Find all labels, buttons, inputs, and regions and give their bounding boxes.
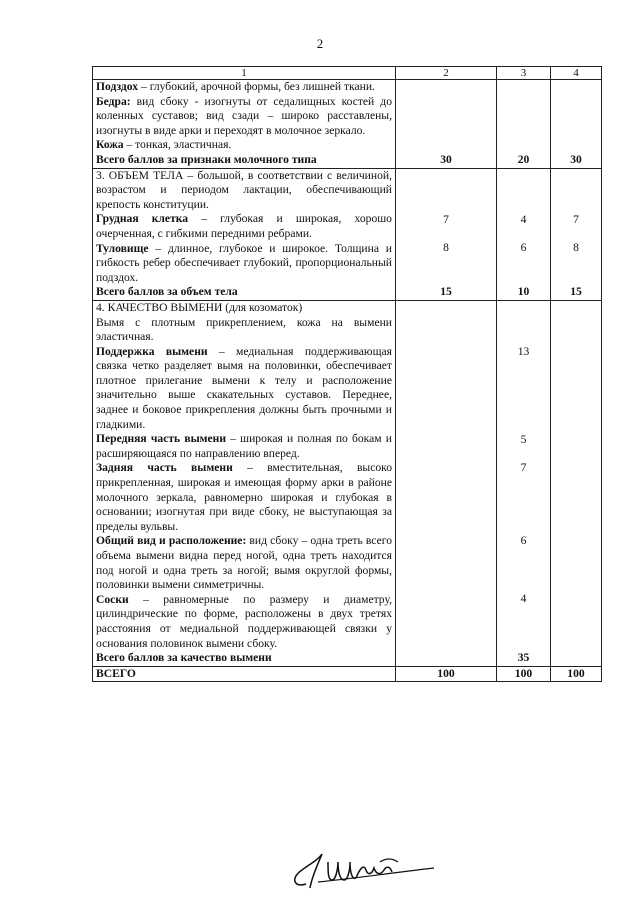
bedra-desc: вид сбоку - изогнуты от седалищных костей до коленных суставов; вид сзади – широко расставлены, изогнуты в виде арки и переходят в молочное зеркало. <box>96 94 392 137</box>
teats-title: Соски <box>96 592 129 606</box>
table-row <box>93 300 602 666</box>
front-desc: – широкая и полная по бокам и расширяющаяся по направлению вперед. <box>96 432 392 460</box>
header-col-3: 3 <box>497 67 551 80</box>
rear-col3: 7 <box>520 461 527 475</box>
udder-total-col3: 35 <box>517 650 530 664</box>
header-col-4: 4 <box>551 67 602 80</box>
trunk-title: Туловище <box>96 241 149 255</box>
sec3-title: 3. ОБЪЕМ ТЕЛА – большой, в соответствии с величиной, возрастом и периодом лактации, обеспечивающий крепость конституции. <box>96 168 392 211</box>
dairy-total-col2: 30 <box>440 152 452 166</box>
table-row <box>93 80 602 169</box>
trunk-col4: 8 <box>573 241 579 255</box>
grand-total-col4: 100 <box>551 666 602 682</box>
support-title: Поддержка вымени <box>96 344 208 358</box>
teats-desc: – равномерные по размеру и диаметру, цилиндрические по форме, расположены в двух третях расстояния от медиальной поддерживающей связки у основания половинок вымени сбоку. <box>96 592 392 650</box>
kozha-title: Кожа <box>96 138 124 152</box>
grand-total-row <box>93 666 602 682</box>
support-col3: 13 <box>517 344 530 358</box>
general-title: Общий вид и расположение: <box>96 534 247 548</box>
rear-desc: – вместительная, высоко прикрепленная, широкая и имеющая форму арки в районе молочного зеркала, равномерно широкая и глубокая в основании; изогнутая при виде сбоку, не выступающая за пределы вульвы. <box>96 461 392 533</box>
chest-col4: 7 <box>573 212 579 226</box>
grand-total-label: ВСЕГО <box>93 666 396 682</box>
podzdoh-title: Подздох <box>96 80 139 93</box>
dairy-total-col3: 20 <box>517 152 530 166</box>
chest-col2: 7 <box>443 212 449 226</box>
chest-title: Грудная клетка <box>96 212 189 226</box>
header-col-1: 1 <box>93 67 396 80</box>
general-col3: 6 <box>520 533 527 547</box>
scoring-table <box>92 66 602 682</box>
rear-title: Задняя часть вымени <box>96 461 233 475</box>
trunk-desc: – длинное, глубокое и широкое. Толщина и гибкость ребер обеспечивает глубокий, пропорциональный подздох. <box>96 241 392 284</box>
volume-total-label: Всего баллов за объем тела <box>96 285 238 299</box>
body-volume-cell <box>93 168 396 300</box>
dairy-total-col4: 30 <box>570 152 582 166</box>
table-header-row <box>93 67 602 80</box>
table-row <box>93 168 602 300</box>
kozha-desc: – тонкая, эластичная. <box>123 138 232 152</box>
udder-quality-cell <box>93 300 396 666</box>
general-desc: вид сбоку – одна треть всего объема вымени видна перед ногой, одна треть находится под ногой и одна треть за ногой; вымя округлой формы, половинки вымени симметричны. <box>96 534 392 592</box>
volume-total-col4: 15 <box>570 284 582 298</box>
front-title: Передняя часть вымени <box>96 432 227 446</box>
volume-total-col3: 10 <box>517 284 530 298</box>
bedra-title: Бедра: <box>96 94 131 108</box>
signature <box>288 848 436 892</box>
grand-total-col3: 100 <box>497 666 551 682</box>
volume-total-col2: 15 <box>440 284 452 298</box>
page-number: 2 <box>316 36 324 51</box>
support-desc: – медиальная поддерживающая связка четко разделяет вымя на половинки, обеспечивает плотное прилегание вымени к телу и расположение значительно выше скакательных суставов. Переднее, заднее и боковое прикрепления должны быть прочными и гладкими. <box>96 344 392 431</box>
header-col-2: 2 <box>396 67 497 80</box>
trunk-col3: 6 <box>520 241 527 255</box>
grand-total-col2: 100 <box>396 666 497 682</box>
udder-total-label: Всего баллов за качество вымени <box>96 651 272 665</box>
trunk-col2: 8 <box>443 241 449 255</box>
sec4-intro: Вымя с плотным прикреплением, кожа на вымени эластичная. <box>96 315 392 344</box>
sec4-title: 4. КАЧЕСТВО ВЫМЕНИ (для козоматок) <box>96 300 303 314</box>
chest-col3: 4 <box>520 212 527 226</box>
front-col3: 5 <box>520 432 527 446</box>
teats-col3: 4 <box>520 592 527 606</box>
podzdoh-desc: – глубокий, арочной формы, без лишней ткани. <box>138 80 375 93</box>
chest-desc: – глубокая и широкая, хорошо очерченная, с гибкими передними ребрами. <box>96 212 392 240</box>
dairy-traits-cell <box>93 80 396 169</box>
dairy-total-label: Всего баллов за признаки молочного типа <box>96 152 317 166</box>
